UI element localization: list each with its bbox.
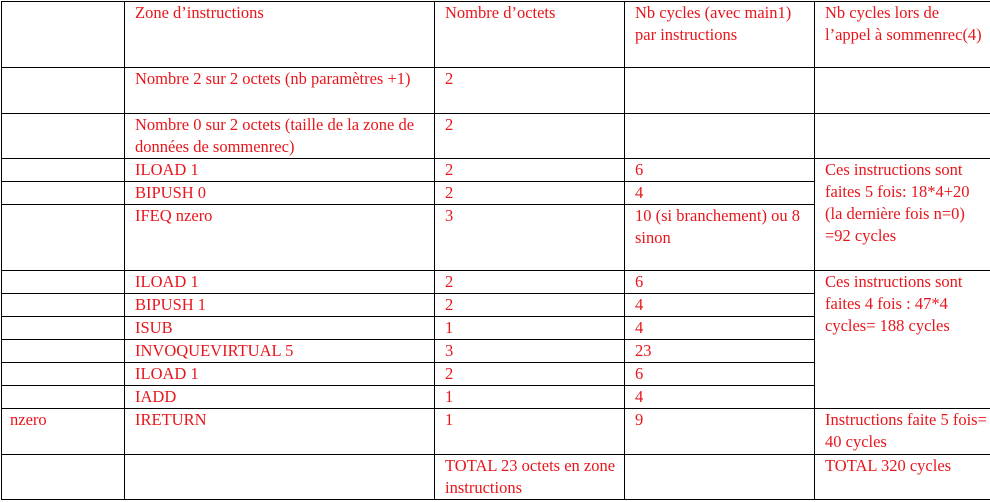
instruction-cell: BIPUSH 1 — [125, 294, 435, 317]
table-row — [2, 409, 990, 455]
instruction-cell: ILOAD 1 — [125, 363, 435, 386]
octets-cell: 1 — [435, 317, 625, 340]
instruction-cell: IADD — [125, 386, 435, 409]
cycles-cell: 9 — [625, 409, 815, 455]
octets-cell: 3 — [435, 340, 625, 363]
row-label — [2, 363, 125, 386]
octets-cell: 2 — [435, 159, 625, 182]
call-cycles-block-3: Instructions faite 5 fois= 40 cycles — [815, 409, 990, 455]
octets-cell: 2 — [435, 114, 625, 159]
octets-cell: 1 — [435, 386, 625, 409]
header-cell-label — [2, 2, 125, 68]
octets-cell: 2 — [435, 294, 625, 317]
table-row — [2, 159, 990, 182]
cycles-cell: 10 (si branchement) ou 8 sinon — [625, 205, 815, 271]
total-octets: TOTAL 23 octets en zone instructions — [435, 455, 625, 500]
cycles-cell: 6 — [625, 271, 815, 294]
cycles-cell: 6 — [625, 159, 815, 182]
instruction-cell: Nombre 0 sur 2 octets (taille de la zone de données de sommenrec) — [125, 114, 435, 159]
row-label — [2, 386, 125, 409]
octets-cell: 2 — [435, 182, 625, 205]
totals-row — [2, 455, 990, 500]
header-cell-octets: Nombre d’octets — [435, 2, 625, 68]
instruction-cell: ILOAD 1 — [125, 159, 435, 182]
header-cell-call-cycles: Nb cycles lors de l’appel à sommenrec(4) — [815, 2, 990, 68]
row-label — [2, 340, 125, 363]
call-cycles-cell — [815, 114, 990, 159]
table-row — [2, 68, 990, 114]
header-cell-cycles: Nb cycles (avec main1) par instructions — [625, 2, 815, 68]
cycles-cell: 4 — [625, 294, 815, 317]
header-row — [2, 2, 990, 68]
table-row — [2, 271, 990, 294]
cycles-cell: 23 — [625, 340, 815, 363]
instruction-cell: ISUB — [125, 317, 435, 340]
octets-cell: 2 — [435, 271, 625, 294]
octets-cell: 2 — [435, 363, 625, 386]
row-label: nzero — [2, 409, 125, 455]
row-label — [2, 294, 125, 317]
call-cycles-block-1: Ces instructions sont faites 5 fois: 18*4+20 (la dernière fois n=0) =92 cycles — [815, 159, 990, 271]
header-cell-instructions: Zone d’instructions — [125, 2, 435, 68]
instruction-table — [1, 1, 990, 500]
cycles-cell: 4 — [625, 182, 815, 205]
totals-label-cell — [2, 455, 125, 500]
row-label — [2, 271, 125, 294]
row-label — [2, 159, 125, 182]
row-label — [2, 205, 125, 271]
octets-cell: 3 — [435, 205, 625, 271]
totals-cycles-cell — [625, 455, 815, 500]
instruction-cell: IRETURN — [125, 409, 435, 455]
cycles-cell: 4 — [625, 317, 815, 340]
instruction-cell: ILOAD 1 — [125, 271, 435, 294]
total-cycles: TOTAL 320 cycles — [815, 455, 990, 500]
call-cycles-block-2: Ces instructions sont faites 4 fois : 47*4 cycles= 188 cycles — [815, 271, 990, 409]
row-label — [2, 182, 125, 205]
instruction-cell: INVOQUEVIRTUAL 5 — [125, 340, 435, 363]
instruction-cell: IFEQ nzero — [125, 205, 435, 271]
octets-cell: 1 — [435, 409, 625, 455]
instruction-cell: BIPUSH 0 — [125, 182, 435, 205]
cycles-cell — [625, 68, 815, 114]
cycles-cell — [625, 114, 815, 159]
table-row — [2, 114, 990, 159]
cycles-cell: 4 — [625, 386, 815, 409]
call-cycles-cell — [815, 68, 990, 114]
row-label — [2, 68, 125, 114]
instruction-cell: Nombre 2 sur 2 octets (nb paramètres +1) — [125, 68, 435, 114]
row-label — [2, 317, 125, 340]
cycles-cell: 6 — [625, 363, 815, 386]
totals-instruction-cell — [125, 455, 435, 500]
octets-cell: 2 — [435, 68, 625, 114]
row-label — [2, 114, 125, 159]
